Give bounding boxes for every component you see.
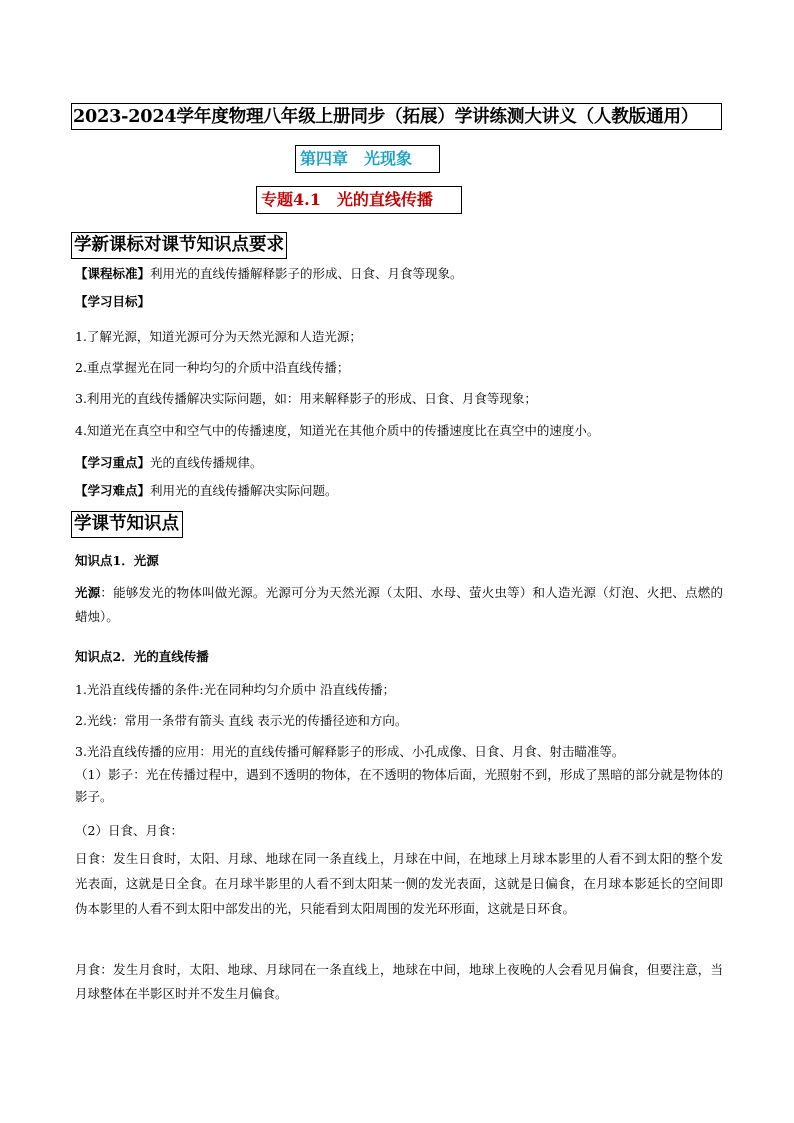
kp2-item-1: 1.光沿直线传播的条件:光在同种均匀介质中 沿直线传播； (75, 682, 396, 697)
light-source-term: 光源 (75, 585, 101, 600)
light-source-definition: ：能够发光的物体叫做光源。光源可分为天然光源（太阳、水母、萤火虫等）和人造光源（灯泡、火把、点燃的蜡烛）。 (75, 585, 723, 624)
key-point-label: 【学习重点】 (75, 455, 151, 470)
course-standard (75, 266, 463, 282)
difficulty-label: 【学习难点】 (75, 483, 151, 498)
learning-goal-3: 3.利用光的直线传播解决实际问题，如：用来解释影子的形成、日食、月食等现象； (75, 391, 537, 406)
chapter-title: 第四章 光现象 (295, 145, 440, 173)
learning-key-point (75, 455, 263, 471)
learning-goal-4: 4.知道光在真空中和空气中的传播速度，知道光在其他介质中的传播速度比在真空中的速度小。 (75, 423, 600, 438)
course-standard-text: 利用光的直线传播解释影子的形成、日食、月食等现象。 (150, 266, 463, 281)
solar-eclipse-text: 日食：发生日食时，太阳、月球、地球在同一条直线上，月球在中间，在地球上月球本影里的人看不到太阳的整个发光表面，这就是日全食。在月球半影里的人看不到太阳某一侧的发光表面，这就是日偏食，在月球本影延长的空间即伪本影里的人看不到太阳中部发出的光，只能看到太阳周围的发光环形面，这就是日环食。 (75, 851, 723, 916)
kp2-item-3: 3.光沿直线传播的应用：用光的直线传播可解释影子的形成、小孔成像、日食、月食、射击瞄准等。 (75, 744, 625, 759)
learning-goal-1: 1.了解光源，知道光源可分为天然光源和人造光源； (75, 329, 362, 344)
section-heading-requirements: 学新课标对课节知识点要求 (71, 232, 287, 259)
learning-difficulty (75, 483, 338, 499)
difficulty-text: 利用光的直线传播解决实际问题。 (150, 483, 338, 498)
kp2-item-2: 2.光线：常用一条带有箭头 直线 表示光的传播径迹和方向。 (75, 713, 408, 728)
learning-goal-2: 2.重点掌握光在同一种均匀的介质中沿直线传播； (75, 360, 350, 375)
section-heading-knowledge: 学课节知识点 (71, 511, 183, 538)
knowledge-point-1-title: 知识点1．光源 (75, 553, 159, 568)
knowledge-point-2-title: 知识点2．光的直线传播 (75, 649, 209, 664)
shadow-explanation: （1）影子：光在传播过程中，遇到不透明的物体，在不透明的物体后面，光照射不到，形成了黑暗的部分就是物体的影子。 (75, 767, 723, 804)
course-standard-label: 【课程标准】 (75, 266, 151, 281)
lunar-eclipse-text: 月食：发生月食时，太阳、地球、月球同在一条直线上，地球在中间，地球上夜晚的人会看见月偏食，但要注意，当月球整体在半影区时并不发生月偏食。 (75, 962, 723, 1001)
document-title: 2023-2024学年度物理八年级上册同步（拓展）学讲练测大讲义（人教版通用） (71, 103, 722, 130)
key-point-text: 光的直线传播规律。 (150, 455, 263, 470)
learning-goals-label: 【学习目标】 (75, 294, 151, 309)
topic-title: 专题4.1 光的直线传播 (256, 186, 462, 214)
eclipse-heading: （2）日食、月食： (75, 823, 183, 838)
knowledge-point-1-text (75, 581, 723, 629)
